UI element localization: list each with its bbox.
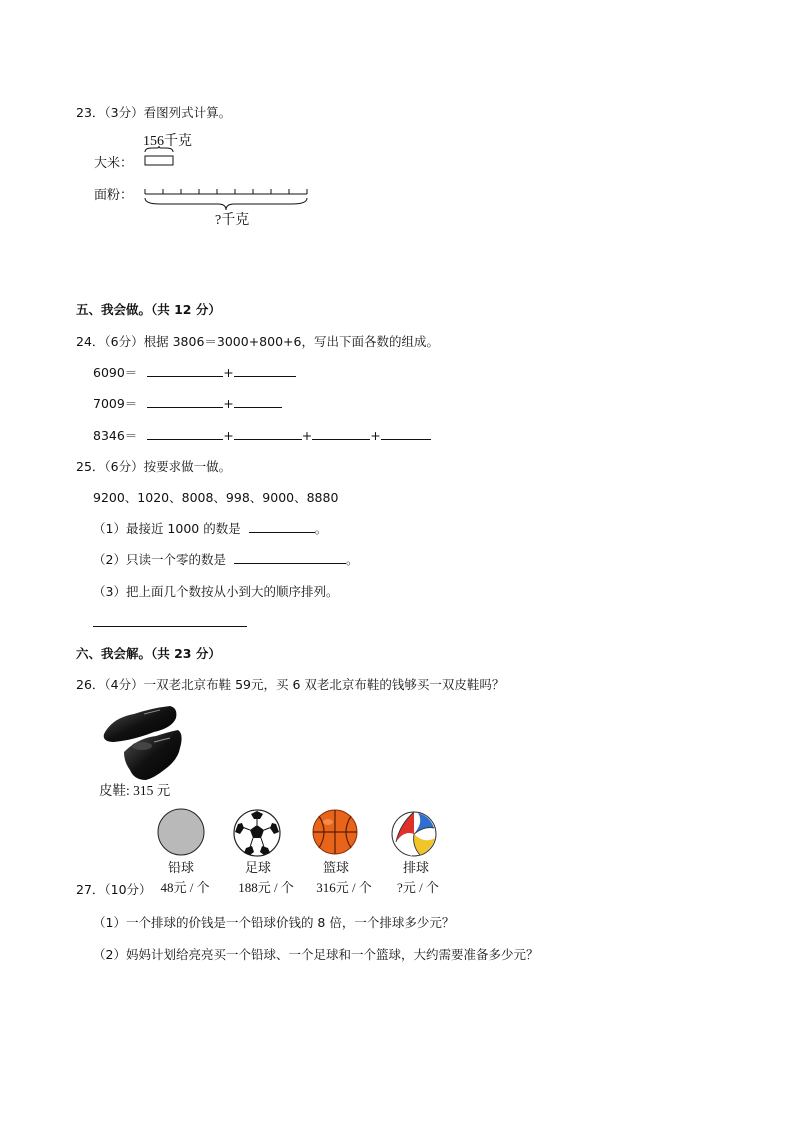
q24-number: 7009＝	[93, 396, 138, 411]
q24-number: 8346＝	[93, 428, 138, 443]
basketball-price: 316元 / 个	[316, 880, 372, 895]
rice-weight-label: 156千克	[143, 134, 192, 149]
q27-heading: 27．（10分）	[76, 882, 152, 897]
q24-row-2	[93, 394, 282, 412]
shoe-caption: 皮鞋: 315 元	[99, 783, 171, 798]
answer-blank[interactable]	[147, 427, 223, 440]
volleyball-icon	[390, 810, 438, 858]
answer-blank[interactable]	[312, 427, 370, 440]
answer-blank[interactable]	[234, 395, 282, 408]
q25-sub2-end: 。	[345, 552, 359, 567]
q25-sub1-text: （1）最接近 1000 的数是	[93, 521, 241, 536]
q24-row-3	[93, 426, 431, 444]
plus-sign: +	[223, 365, 234, 380]
q25-sub3: （3）把上面几个数按从小到大的顺序排列。	[93, 584, 339, 599]
answer-blank[interactable]	[147, 395, 223, 408]
soccer-ball-icon	[232, 808, 282, 858]
q25-sub2-text: （2）只读一个零的数是	[93, 552, 226, 567]
answer-blank[interactable]	[249, 520, 315, 533]
soccer-name: 足球	[244, 860, 271, 875]
rice-bar	[140, 146, 180, 170]
rice-label: 大米：	[94, 156, 134, 171]
plus-sign: +	[223, 428, 234, 443]
answer-blank[interactable]	[234, 427, 302, 440]
volleyball-name: 排球	[402, 860, 429, 875]
answer-blank[interactable]	[147, 364, 223, 377]
plus-sign: +	[370, 428, 381, 443]
shot-put-price: 48元 / 个	[160, 880, 210, 895]
answer-blank[interactable]	[381, 427, 431, 440]
q25-sub2	[93, 550, 358, 568]
volleyball-price: ?元 / 个	[397, 880, 439, 895]
plus-sign: +	[301, 428, 313, 443]
section5-title: 五、我会做。（共 12 分）	[76, 302, 221, 317]
q24-row-1	[93, 363, 296, 381]
q25-numbers: 9200、1020、8008、998、9000、8880	[93, 490, 339, 505]
answer-blank[interactable]	[234, 364, 296, 377]
q25-heading: 25．（6分）按要求做一做。	[76, 459, 232, 474]
q25-sub1	[93, 519, 327, 537]
flour-label: 面粉：	[94, 188, 134, 203]
basketball-icon	[311, 808, 359, 856]
basketball-name: 篮球	[322, 860, 349, 875]
flour-weight-label: ?千克	[215, 213, 250, 228]
plus-sign: +	[223, 396, 234, 411]
q27-sub2: （2）妈妈计划给亮亮买一个铅球、一个足球和一个篮球，大约需要准备多少元？	[93, 947, 539, 962]
q25-sub1-end: 。	[314, 521, 328, 536]
soccer-price: 188元 / 个	[238, 880, 294, 895]
q24-heading: 24．（6分）根据 3806＝3000+800+6，写出下面各数的组成。	[76, 334, 439, 349]
shot-put-name: 铅球	[167, 860, 194, 875]
q25-sub3-answer-line[interactable]	[93, 626, 247, 627]
q24-number: 6090＝	[93, 365, 138, 380]
answer-blank[interactable]	[234, 551, 346, 564]
leather-shoes-image	[94, 700, 184, 782]
section6-title: 六、我会解。（共 23 分）	[76, 646, 221, 661]
q27-sub1: （1）一个排球的价钱是一个铅球价钱的 8 倍，一个排球多少元？	[93, 915, 455, 930]
q23-heading: 23．（3分）看图列式计算。	[76, 105, 232, 120]
shot-put-ball-icon	[156, 807, 206, 857]
q26-heading: 26．（4分）一双老北京布鞋 59元，买 6 双老北京布鞋的钱够买一双皮鞋吗？	[76, 677, 505, 692]
